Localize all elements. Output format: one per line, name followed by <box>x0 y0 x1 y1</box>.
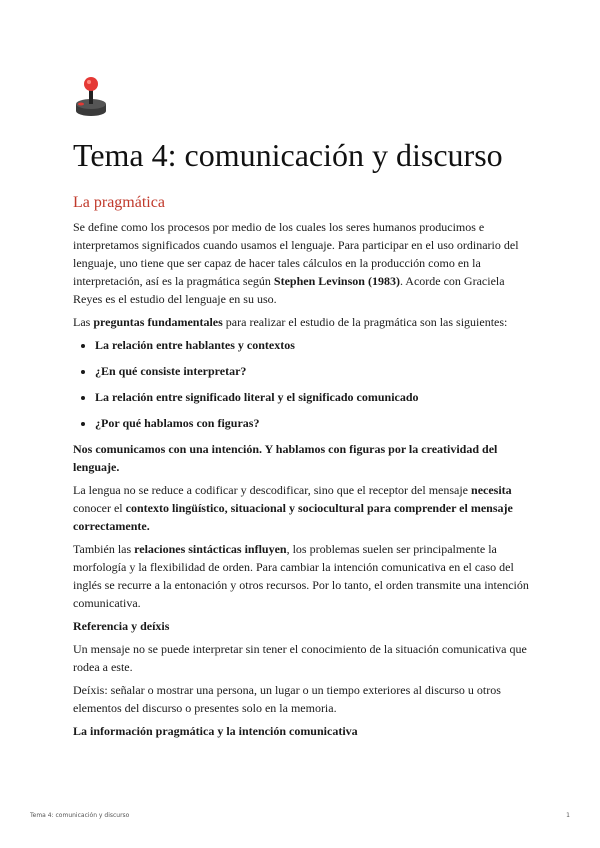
subheading-deixis: Referencia y deíxis <box>73 619 170 633</box>
joystick-icon <box>73 74 109 118</box>
list-item: • La relación entre significado literal y el significado comunicado <box>95 388 529 406</box>
paragraph-questions-intro: Las preguntas fundamentales para realizar el estudio de la pragmática son las siguientes: <box>73 315 508 329</box>
paragraph-intention: Nos comunicamos con una intención. Y hablamos con figuras por la creatividad del lenguaje. <box>73 442 498 474</box>
subheading-pragmatic-info: La información pragmática y la intención comunicativa <box>73 724 358 738</box>
paragraph-syntax: También las relaciones sintácticas influyen, los problemas suelen ser principalmente la morfología y la flexibilidad de orden. Para cambiar la intención comunicativa en el caso del inglés se recurre a la entonación y otros recursos. Por lo tanto, el orden transmite una intención comunicativa. <box>73 542 529 610</box>
list-item: • ¿Por qué hablamos con figuras? <box>95 414 529 432</box>
page-content <box>73 74 529 745</box>
list-item: • La relación entre hablantes y contextos <box>95 336 529 354</box>
page-number: 1 <box>566 812 570 819</box>
questions-list <box>73 336 529 432</box>
paragraph-context: La lengua no se reduce a codificar y descodificar, sino que el receptor del mensaje necesita conocer el contexto lingüístico, situacional y sociocultural para comprender el mensaje correctamente. <box>73 483 513 533</box>
page-title: Tema 4: comunicación y discurso <box>73 137 503 173</box>
paragraph-definition: Se define como los procesos por medio de los cuales los seres humanos producimos e interpretamos significados cuando usamos el lenguaje. Para participar en el uso ordinario del lenguaje, uno tiene que ser capaz de hacer tales cálculos en la producción como en la interpretación, así es la pragmática según Stephen Levinson (1983). Acorde con Graciela Reyes es el estudio del lenguaje en su uso. <box>73 220 519 306</box>
section-heading: La pragmática <box>73 194 165 211</box>
footer-title: Tema 4: comunicación y discurso <box>30 812 130 819</box>
paragraph-deixis: Deíxis: señalar o mostrar una persona, un lugar o un tiempo exteriores al discurso u otros elementos del discurso o presentes solo en la memoria. <box>73 683 501 715</box>
paragraph-situation: Un mensaje no se puede interpretar sin tener el conocimiento de la situación comunicativa que rodea a este. <box>73 642 527 674</box>
list-item: • ¿En qué consiste interpretar? <box>95 362 529 380</box>
page-footer <box>30 812 570 819</box>
